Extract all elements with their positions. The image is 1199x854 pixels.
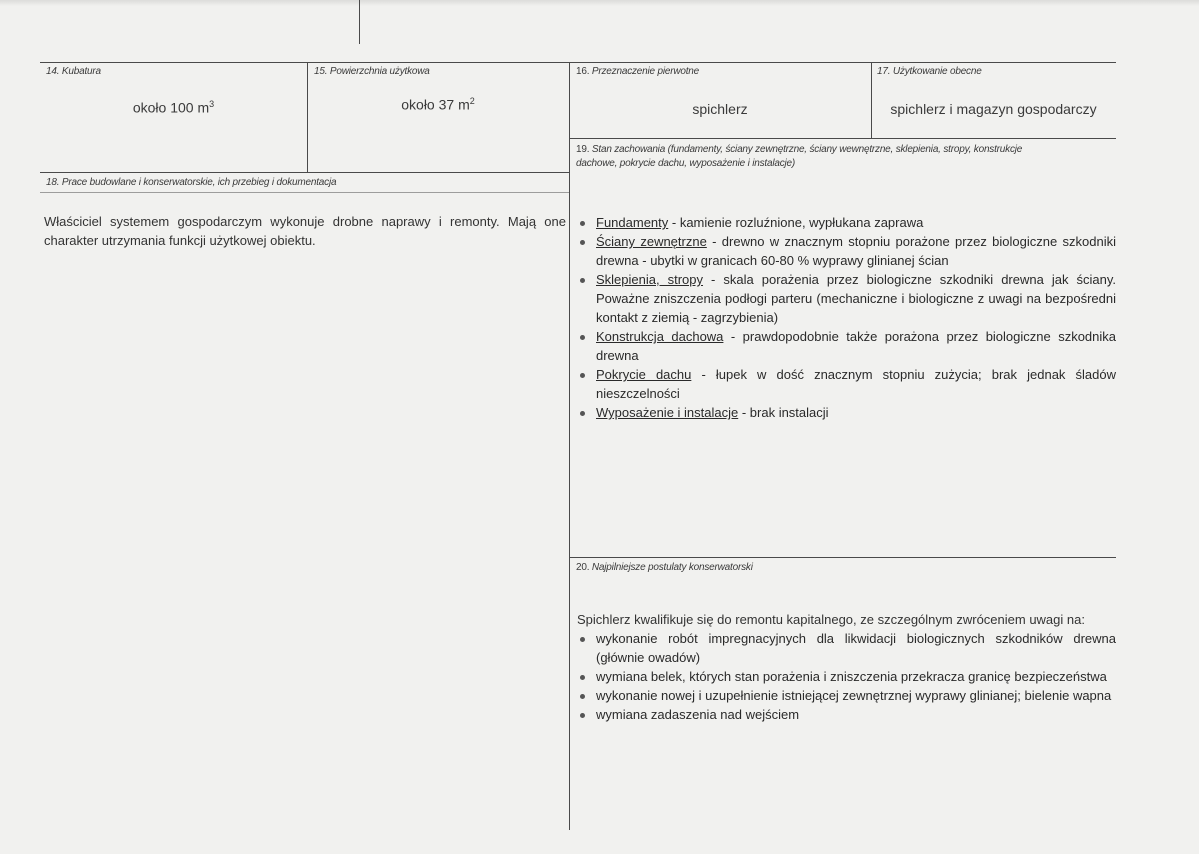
list-item: wykonanie robót impregnacyjnych dla likwidacji biologicznych szkodników drewna (głównie owadów)	[576, 629, 1116, 667]
row-line-18b	[40, 192, 569, 193]
col-divider-14-15	[307, 62, 308, 172]
field-20-label: 20. Najpilniejsze postulaty konserwatorski	[576, 562, 753, 573]
scan-edge	[0, 0, 1199, 6]
field-18-label: 18. Prace budowlane i konserwatorskie, ich przebieg i dokumentacja	[46, 177, 337, 188]
list-item: wykonanie nowej i uzupełnienie istniejącej zewnętrznej wyprawy glinianej; bielenie wapna	[576, 686, 1116, 705]
row-line-20	[569, 557, 1116, 558]
field-19-list	[576, 213, 1116, 422]
col-divider-main	[569, 62, 570, 830]
list-item: Sklepienia, stropy - skala porażenia przez biologiczne szkodniki drewna jak ściany. Poważne zniszczenia podłogi parteru (mechaniczne i biologiczne z uwagi na bezpośredni kontakt z ziemią - zagrzybienia)	[576, 270, 1116, 327]
field-16-value: spichlerz	[692, 101, 748, 117]
field-17-label: 17. Użytkowanie obecne	[877, 66, 982, 77]
list-item: Konstrukcja dachowa - prawdopodobnie także porażona przez biologiczne szkodnika drewna	[576, 327, 1116, 365]
field-17-value: spichlerz i magazyn gospodarczy	[890, 101, 1097, 117]
list-item: Ściany zewnętrzne - drewno w znacznym stopniu porażone przez biologiczne szkodniki drewna - ubytki w granicach 60-80 % wyprawy glinianej ścian	[576, 232, 1116, 270]
top-divider	[359, 0, 360, 44]
row-line-18	[40, 172, 569, 173]
field-20-intro: Spichlerz kwalifikuje się do remontu kapitalnego, ze szczególnym zwróceniem uwagi na:	[577, 612, 1085, 627]
list-item: Wyposażenie i instalacje - brak instalacji	[576, 403, 1116, 422]
list-item: Fundamenty - kamienie rozluźnione, wypłukana zaprawa	[576, 213, 1116, 232]
list-item: wymiana belek, których stan porażenia i zniszczenia przekracza granicę bezpieczeństwa	[576, 667, 1116, 686]
field-20-list	[576, 629, 1116, 724]
list-item: Pokrycie dachu - łupek w dość znacznym stopniu zużycia; brak jednak śladów nieszczelności	[576, 365, 1116, 403]
field-19-label: 19. Stan zachowania (fundamenty, ściany zewnętrzne, ściany wewnętrzne, sklepienia, stropy, konstrukcje dachowe, pokrycie dachu, wyposażenie i instalacje)	[576, 144, 1023, 169]
field-15-label: 15. Powierzchnia użytkowa	[314, 66, 430, 77]
field-15-value: około 37 $m^2$	[401, 96, 475, 113]
field-18-text: Właściciel systemem gospodarczym wykonuje drobne naprawy i remonty. Mają one charakter utrzymania funkcji użytkowej obiektu.	[44, 214, 566, 248]
field-16-label: 16. Przeznaczenie pierwotne	[576, 66, 700, 77]
row-top-line	[40, 62, 1116, 63]
list-item: wymiana zadaszenia nad wejściem	[576, 705, 1116, 724]
field-14-value: około 100 $m^3$	[132, 99, 215, 116]
field-14-label: 14. Kubatura	[46, 66, 101, 77]
row-line-16-17	[569, 138, 1116, 139]
